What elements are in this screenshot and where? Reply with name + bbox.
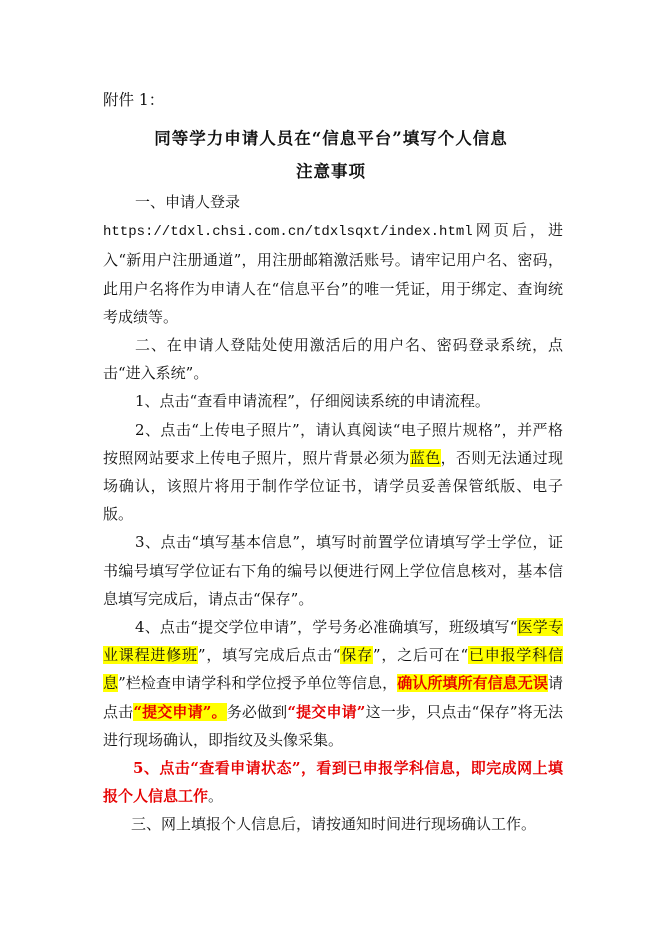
step-4-text-g: 这一步，只点击“保存”将无法进行现场确认，即指纹及头像采集。	[103, 702, 563, 749]
highlight-confirm-info: 确认所填所有信息无误	[397, 674, 548, 693]
step-2-text-b: ，否则无法通过现场确认，该照片将用于制作学位证书，请学员妥善保管纸版、电子版。	[103, 448, 563, 524]
step-4-text-c: ”，之后可在“	[372, 646, 469, 665]
section-2: 二、在申请人登陆处使用激活后的用户名、密码登录系统，点击“进入系统”。	[103, 336, 563, 383]
highlight-class-name: 医学专业课程进修班	[103, 618, 563, 665]
highlight-save: 保存	[340, 646, 373, 665]
step-3: 3、点击“填写基本信息”，填写时前置学位请填写学士学位，证书编号填写学位证右下角的编号以便进行网上学位信息核对，基本信息填写完成后，请点击“保存”。	[103, 533, 563, 608]
doc-body	[103, 188, 563, 839]
annex-label: 附件 1：	[103, 91, 165, 109]
section-1-body: 网页后，进入“新用户注册通道”，用注册邮箱激活账号。请牢记用户名、密码，此用户名将作为申请人在“信息平台”的唯一凭证，用于绑定、查询统考成绩等。	[103, 221, 563, 326]
doc-subtitle: 注意事项	[296, 162, 366, 181]
step-4-text-f: 务必做到	[226, 702, 288, 721]
step-4-text-e: 请点击	[103, 674, 563, 721]
highlight-blue-background: 蓝色	[409, 448, 441, 467]
highlight-submit-application: “提交申请”。	[133, 702, 227, 721]
highlight-declared-subjects: 已申报学科信息	[103, 646, 563, 693]
step-4-text-a: 4、点击“提交学位申请”，学号务必准确填写，班级填写“	[135, 618, 518, 637]
step-4-text-b: ”，填写完成后点击“	[197, 646, 341, 665]
section-3: 三、网上填报个人信息后，请按通知时间进行现场确认工作。	[131, 815, 537, 834]
doc-title: 同等学力申请人员在“信息平台”填写个人信息	[154, 129, 508, 148]
step-2	[103, 416, 563, 529]
step-4	[103, 613, 563, 754]
emphasis-submit-application: “提交申请”	[287, 702, 366, 721]
step-5	[103, 754, 563, 810]
step-2-text-a: 2、点击“上传电子照片”，请认真阅读“电子照片规格”，并严格按照网站要求上传电子照片，照片背景必须为	[103, 420, 563, 467]
section-1-heading: 一、申请人登录	[135, 193, 241, 211]
step-5-emphasis: 5、点击“查看申请状态”，看到已申报学科信息，即完成网上填报个人信息工作	[103, 759, 563, 806]
step-4-text-d: ”栏检查申请学科和学位授予单位等信息，	[118, 674, 398, 693]
step-5-end: 。	[208, 787, 224, 806]
step-1: 1、点击“查看申请流程”，仔细阅读系统的申请流程。	[135, 392, 490, 411]
section-1-text	[103, 216, 563, 331]
registration-url[interactable]: https://tdxl.chsi.com.cn/tdxlsqxt/index.html	[103, 224, 473, 241]
